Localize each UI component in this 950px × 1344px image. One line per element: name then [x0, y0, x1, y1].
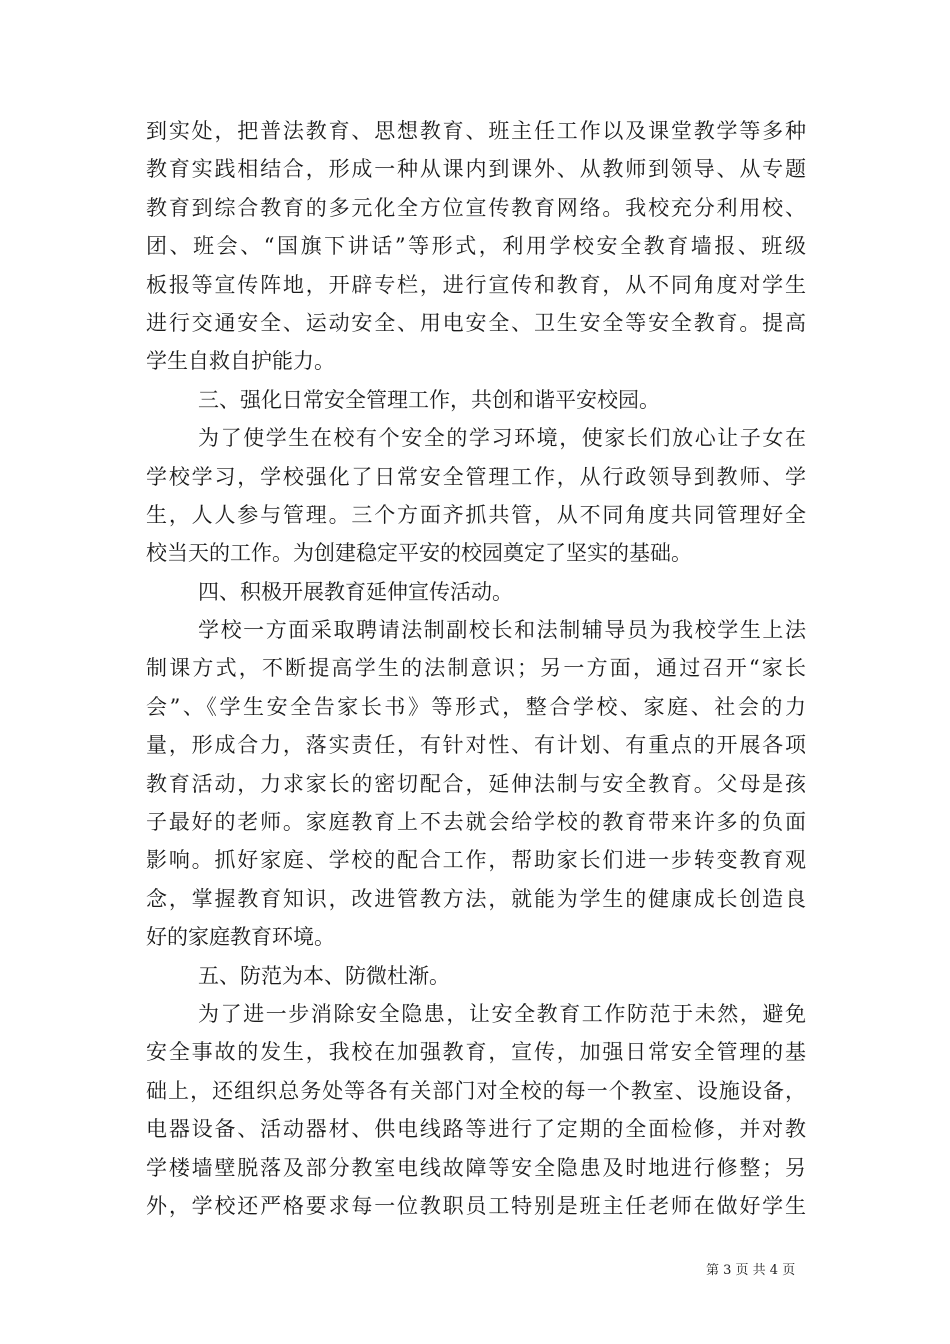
text-line: 学校学习，学校强化了日常安全管理工作，从行政领导到教师、学: [146, 464, 806, 489]
text-line: 电器设备、活动器材、供电线路等进行了定期的全面检修，并对教: [146, 1117, 806, 1142]
text-line: 量，形成合力，落实责任，有针对性、有计划、有重点的开展各项: [146, 733, 806, 758]
text-line: 教育实践相结合，形成一种从课内到课外、从教师到领导、从专题: [146, 157, 806, 182]
text-line: 安全事故的发生，我校在加强教育，宣传，加强日常安全管理的基: [146, 1040, 806, 1065]
text-line: 为了使学生在校有个安全的学习环境，使家长们放心让子女在: [198, 426, 806, 451]
text-line: 制课方式，不断提高学生的法制意识；另一方面，通过召开“家长: [146, 656, 806, 681]
text-line: 进行交通安全、运动安全、用电安全、卫生安全等安全教育。提高: [146, 310, 806, 335]
text-line: 五、防范为本、防微杜渐。: [198, 963, 450, 988]
text-line: 外，学校还严格要求每一位教职员工特别是班主任老师在做好学生: [146, 1193, 806, 1218]
text-line: 子最好的老师。家庭教育上不去就会给学校的教育带来许多的负面: [146, 810, 806, 835]
text-line: 会”、《学生安全告家长书》等形式，整合学校、家庭、社会的力: [146, 694, 806, 719]
text-line: 教育到综合教育的多元化全方位宣传教育网络。我校充分利用校、: [146, 195, 806, 220]
text-line: 到实处，把普法教育、思想教育、班主任工作以及课堂教学等多种: [146, 119, 806, 143]
text-line: 团、班会、“国旗下讲话”等形式，利用学校安全教育墙报、班级: [146, 234, 806, 259]
document-body: [146, 112, 806, 1225]
text-line: 教育活动，力求家长的密切配合，延伸法制与安全教育。父母是孩: [146, 771, 806, 796]
page-number: 第 3 页 共 4 页: [706, 1263, 796, 1278]
text-line: 础上，还组织总务处等各有关部门对全校的每一个教室、设施设备，: [146, 1078, 806, 1103]
text-line: 为了进一步消除安全隐患，让安全教育工作防范于未然，避免: [198, 1001, 806, 1026]
text-line: 校当天的工作。为创建稳定平安的校园奠定了坚实的基础。: [146, 541, 692, 566]
text-line: 学校一方面采取聘请法制副校长和法制辅导员为我校学生上法: [198, 618, 806, 643]
text-line: 影响。抓好家庭、学校的配合工作，帮助家长们进一步转变教育观: [146, 848, 806, 873]
text-line: 三、强化日常安全管理工作，共创和谐平安校园。: [198, 387, 660, 412]
text-line: 学生自救自护能力。: [146, 349, 335, 374]
text-line: 好的家庭教育环境。: [146, 925, 335, 950]
text-line: 学楼墙壁脱落及部分教室电线故障等安全隐患及时地进行修整；另: [146, 1155, 806, 1180]
text-line: 板报等宣传阵地，开辟专栏，进行宣传和教育，从不同角度对学生: [146, 272, 806, 297]
text-line: 四、积极开展教育延伸宣传活动。: [198, 579, 513, 604]
text-line: 生，人人参与管理。三个方面齐抓共管，从不同角度共同管理好全: [146, 502, 806, 527]
text-line: 念，掌握教育知识，改进管教方法，就能为学生的健康成长创造良: [146, 886, 806, 911]
